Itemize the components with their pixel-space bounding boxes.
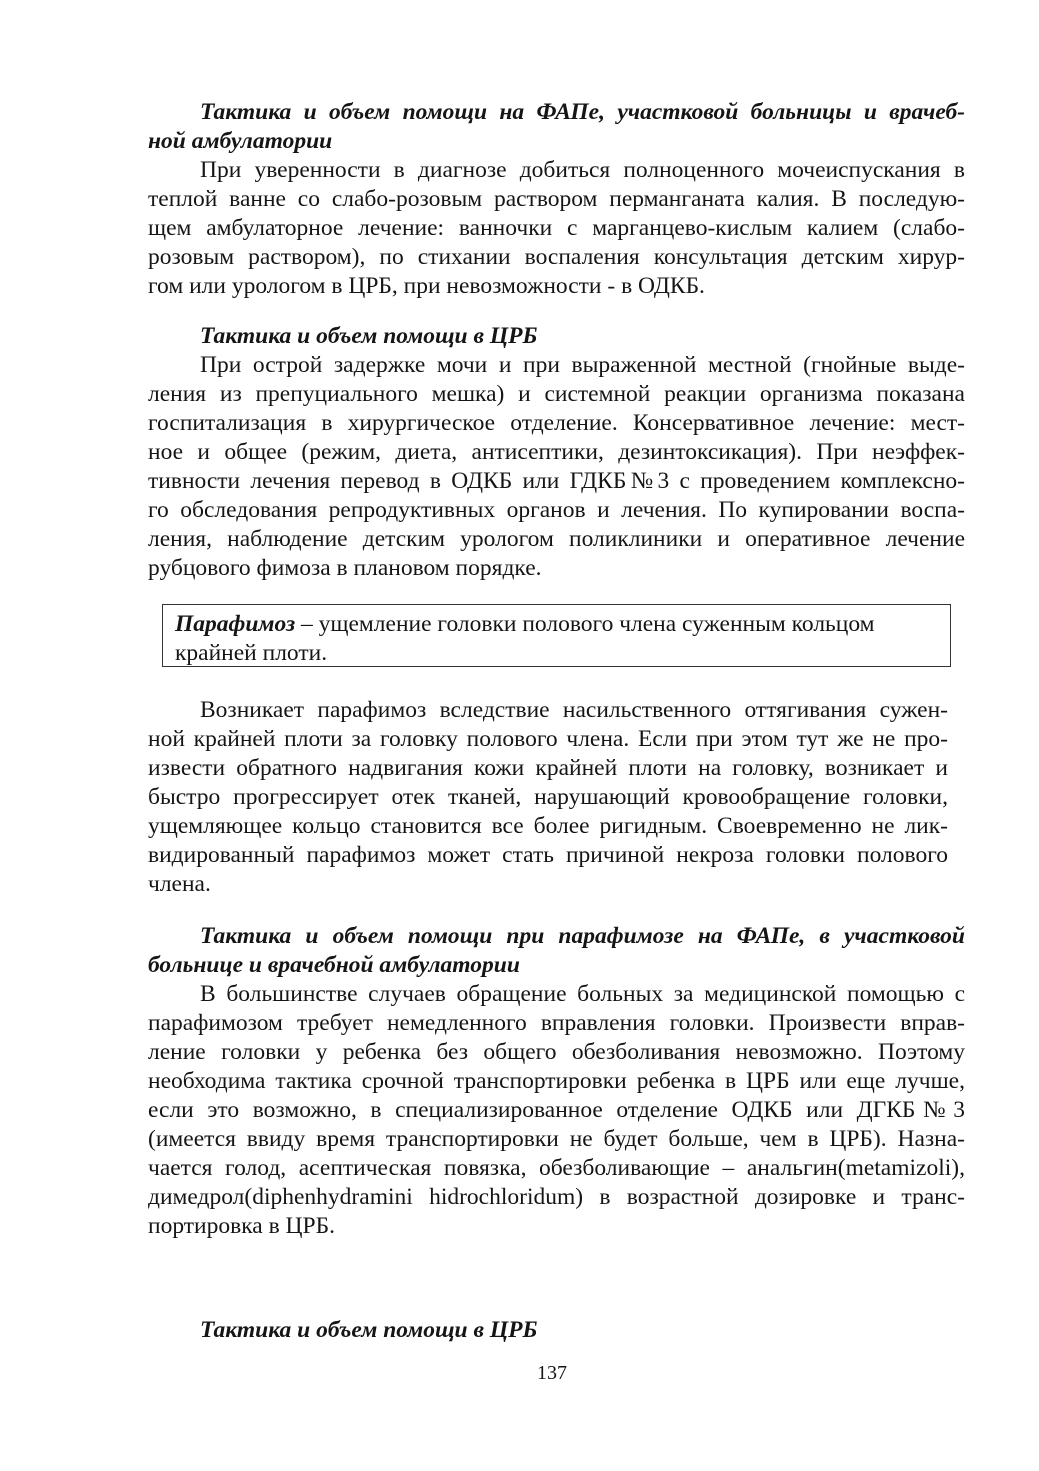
- body-line: ной крайней плоти за головку полового члена. Если при этом тут же не про-: [148, 726, 948, 752]
- section-heading: Тактика и объем помощи на ФАПе, участковой больницы и врачеб-: [200, 99, 965, 125]
- body-line: В большинстве случаев обращение больных за медицинской помощью с: [200, 981, 965, 1007]
- section-heading: больнице и врачебной амбулатории: [148, 952, 520, 978]
- section-fap-tactics: [148, 98, 965, 301]
- body-line: портировка в ЦРБ.: [148, 1213, 335, 1239]
- body-line: го обследования репродуктивных органов и лечения. По купировании воспа-: [148, 497, 965, 523]
- section-heading: ной амбулатории: [148, 128, 333, 154]
- page-number: 137: [537, 1362, 567, 1384]
- definition-term: Парафимоз: [175, 611, 296, 637]
- body-line: ление головки у ребенка без общего обезболивания невозможно. Поэтому: [148, 1039, 965, 1065]
- body-line: парафимозом требует немедленного вправления головки. Произвести вправ-: [148, 1010, 965, 1036]
- body-line: если это возможно, в специализированное отделение ОДКБ или ДГКБ№3: [148, 1097, 965, 1123]
- body-line: тивности лечения перевод в ОДКБ или ГДКБ№3 с проведением комплексно-: [148, 468, 965, 494]
- body-line: госпитализация в хирургическое отделение. Консервативное лечение: мест-: [148, 410, 965, 436]
- body-line: рубцового фимоза в плановом порядке.: [148, 555, 542, 581]
- body-line: чается голод, асептическая повязка, обезболивающие – анальгин(metamizoli),: [148, 1155, 965, 1181]
- section-heading: Тактика и объем помощи в ЦРБ: [200, 1317, 538, 1343]
- body-line: ления из препуциального мешка) и системной реакции организма показана: [148, 381, 965, 407]
- section-paraphimosis-crb-tactics: [148, 1316, 965, 1345]
- definition-line: [175, 610, 940, 639]
- body-line: быстро прогрессирует отек тканей, нарушающий кровообращение головки,: [148, 784, 948, 810]
- definition-text: – ущемление головки полового члена суженным кольцом: [295, 611, 875, 637]
- body-line: щем амбулаторное лечение: ванночки с марганцево-кислым калием (слабо-: [148, 215, 965, 241]
- body-line: теплой ванне со слабо-розовым раствором перманганата калия. В последую-: [148, 186, 965, 212]
- body-line: (имеется ввиду время транспортировки не будет больше, чем в ЦРБ). Назна-: [148, 1126, 965, 1152]
- definition-box: [162, 604, 951, 667]
- section-paraphimosis-fap-tactics: [148, 922, 965, 1241]
- body-line: розовым раствором), по стихании воспаления консультация детским хирур-: [148, 244, 965, 270]
- definition-line: крайней плоти.: [175, 640, 328, 666]
- body-line: ления, наблюдение детским урологом поликлиники и оперативное лечение: [148, 526, 965, 552]
- section-heading: Тактика и объем помощи при парафимозе на ФАПе, в участковой: [200, 923, 965, 949]
- body-line: гом или урологом в ЦРБ, при невозможности - в ОДКБ.: [148, 273, 705, 299]
- body-line: При уверенности в диагнозе добиться полноценного мочеиспускания в: [200, 157, 965, 183]
- body-line: При острой задержке мочи и при выраженной местной (гнойные выде-: [200, 352, 965, 378]
- section-heading: Тактика и объем помощи в ЦРБ: [200, 323, 538, 349]
- body-line: извести обратного надвигания кожи крайней плоти на головку, возникает и: [148, 755, 948, 781]
- body-line: члена.: [148, 871, 211, 897]
- body-line: ное и общее (режим, диета, антисептики, дезинтоксикация). При неэффек-: [148, 439, 965, 465]
- section-crb-tactics: [148, 322, 965, 583]
- body-line: Возникает парафимоз вследствие насильственного оттягивания сужен-: [200, 697, 948, 723]
- body-line: димедрол(diphenhydramini hidrochloridum) в возрастной дозировке и транс-: [148, 1184, 965, 1210]
- body-line: видированный парафимоз может стать причиной некроза головки полового: [148, 842, 948, 868]
- body-line: ущемляющее кольцо становится все более ригидным. Своевременно не лик-: [148, 813, 948, 839]
- paraphimosis-paragraph: [148, 696, 948, 899]
- body-line: необходима тактика срочной транспортировки ребенка в ЦРБ или еще лучше,: [148, 1068, 965, 1094]
